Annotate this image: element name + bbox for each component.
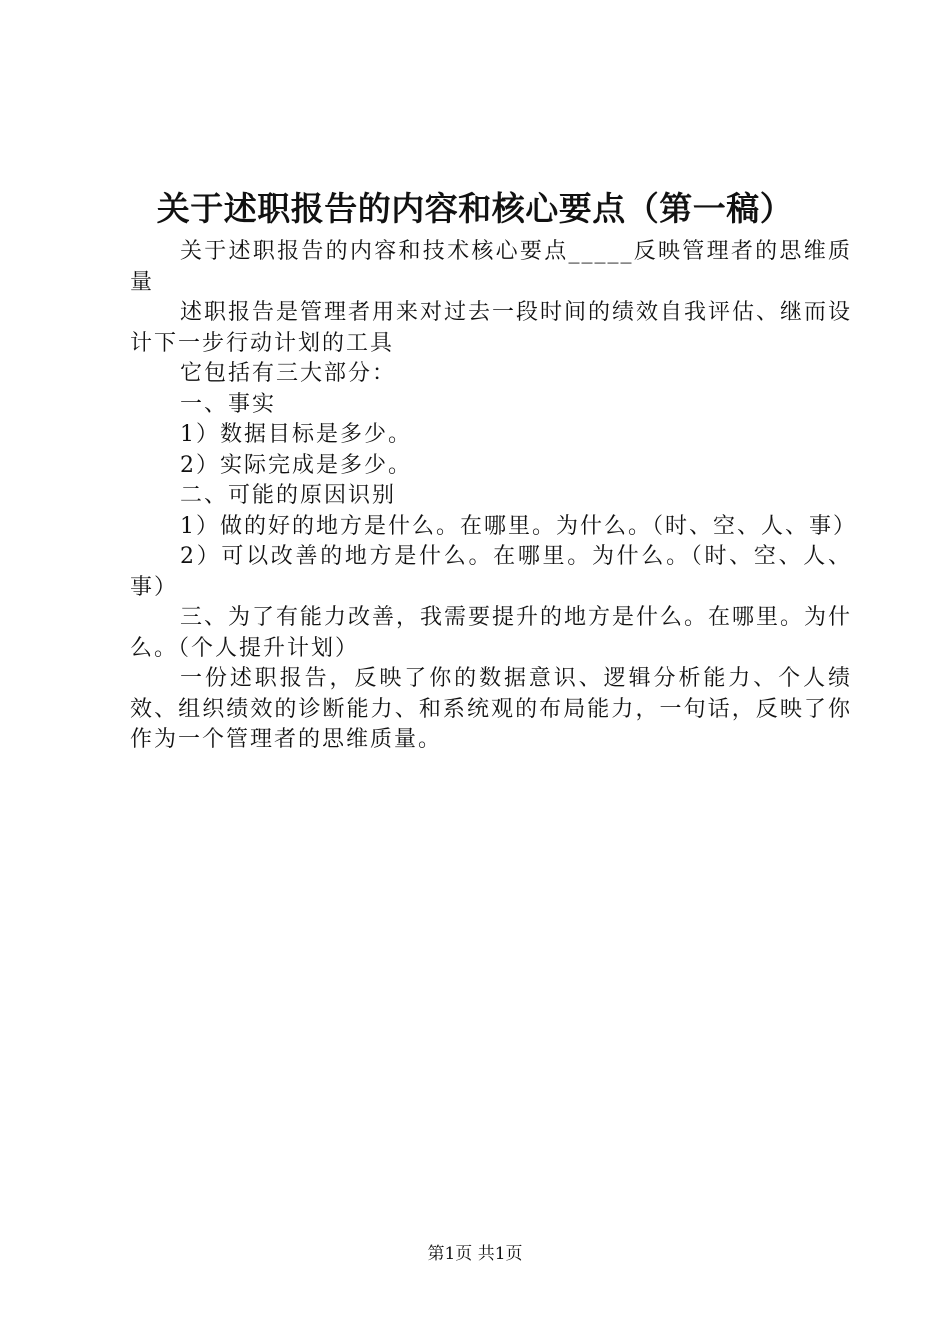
document-title: 关于述职报告的内容和核心要点（第一稿） [156,189,794,228]
list-item-actual: 2）实际完成是多少。 [180,452,412,478]
section-heading-improvement-plan: 三、为了有能力改善，我需要提升的地方是什么。在哪里。为什么。（个人提升计划） [130,605,853,661]
paragraph-definition: 述职报告是管理者用来对过去一段时间的绩效自我评估、继而设计下一步行动计划的工具 [130,300,853,356]
paragraph-intro: 关于述职报告的内容和技术核心要点_____反映管理者的思维质量 [130,239,852,295]
list-item-target: 1）数据目标是多少。 [180,422,412,447]
document-body [130,237,857,756]
paragraph-conclusion: 一份述职报告，反映了你的数据意识、逻辑分析能力、个人绩效、组织绩效的诊断能力、和系统观的布局能力，一句话，反映了你作为一个管理者的思维质量。 [130,666,852,752]
page-number-footer: 第1页 共1页 [427,1244,523,1264]
section-heading-facts: 一、事实 [180,391,277,417]
section-heading-causes: 二、可能的原因识别 [180,483,397,508]
paragraph-three-parts: 它包括有三大部分： [180,361,397,386]
list-item-done-well: 1）做的好的地方是什么。在哪里。为什么。（时、空、人、事） [180,513,857,539]
list-item-improve: 2）可以改善的地方是什么。在哪里。为什么。（时、空、人、事） [130,544,852,600]
